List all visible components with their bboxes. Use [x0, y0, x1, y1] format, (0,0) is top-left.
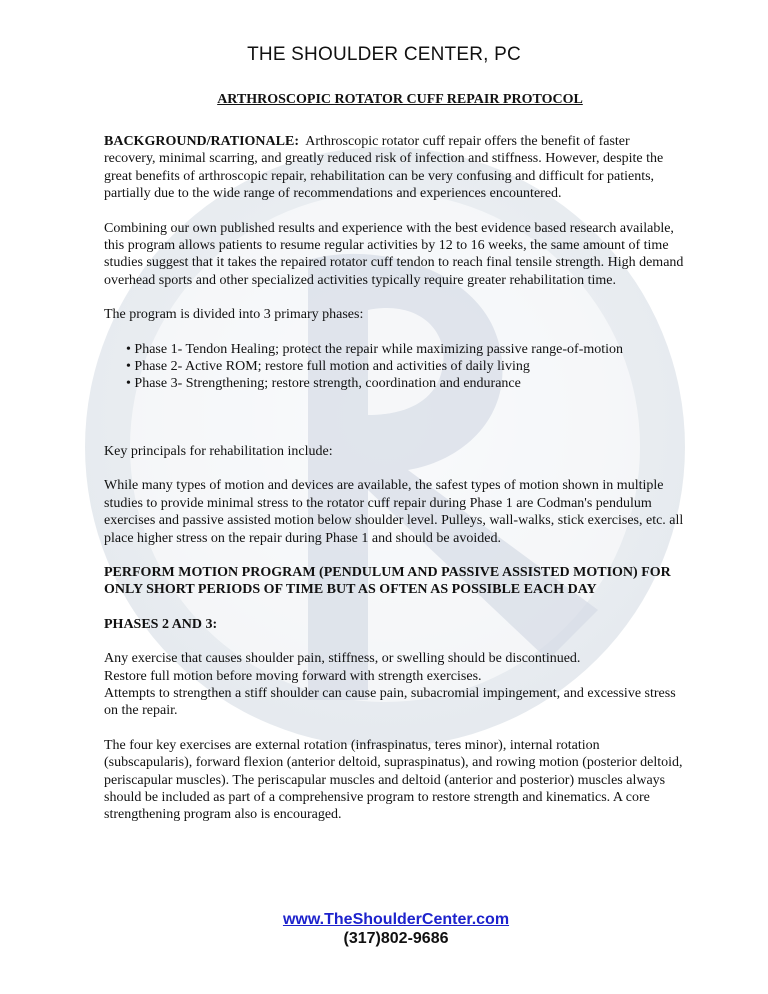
- phase-item-2: • Phase 2- Active ROM; restore full motion and activities of daily living: [126, 358, 684, 375]
- phase-item-3: • Phase 3- Strengthening; restore strength, coordination and endurance: [126, 375, 684, 392]
- guidance-line-2: Restore full motion before moving forward with strength exercises.: [104, 668, 482, 684]
- program-paragraph: Combining our own published results and experience with the best evidence based research available, this program allows patients to resume regular activities by 12 to 16 weeks, the same amount of time studies suggest that it takes the repaired rotator cuff tendon to reach final tensile strength. High demand overhead sports and other specialized activities typically require greater rehabilitation time.: [104, 220, 684, 288]
- document-body: [104, 133, 684, 841]
- website-link[interactable]: www.TheShoulderCenter.com: [282, 911, 510, 928]
- emphasis-notice: PERFORM MOTION PROGRAM (PENDULUM AND PASSIVE ASSISTED MOTION) FOR ONLY SHORT PERIODS OF TIME BUT AS OFTEN AS POSSIBLE EACH DAY: [104, 564, 671, 598]
- phases-list: [104, 341, 684, 393]
- background-label: BACKGROUND/RATIONALE:: [104, 134, 299, 149]
- protocol-title: ARTHROSCOPIC ROTATOR CUFF REPAIR PROTOCOL: [217, 92, 583, 107]
- phases-2-3-guidance: [104, 650, 684, 720]
- center-name: THE SHOULDER CENTER, PC: [247, 44, 521, 65]
- guidance-line-1: Any exercise that causes shoulder pain, stiffness, or swelling should be discontinued.: [104, 651, 581, 667]
- phone-number: (317)802-9686: [343, 930, 449, 947]
- phases-2-3-heading: PHASES 2 AND 3:: [104, 616, 218, 632]
- key-exercises-paragraph: The four key exercises are external rotation (infraspinatus, teres minor), internal rotation (subscapularis), forward flexion (anterior deltoid, supraspinatus), and rowing motion (posterior deltoid, periscapular muscles). The periscapular muscles and deltoid (anterior and posterior) muscles always should be included as part of a comprehensive program to restore strength and kinematics. A core strengthening program also is encouraged.: [104, 737, 683, 823]
- key-principals: Key principals for rehabilitation include:: [104, 443, 333, 459]
- phases-intro: The program is divided into 3 primary phases:: [104, 307, 364, 323]
- guidance-line-3: Attempts to strengthen a stiff shoulder can cause pain, subacromial impingement, and excessive stress on the repair.: [104, 685, 676, 719]
- background-text: Arthroscopic rotator cuff repair offers the benefit of faster recovery, minimal scarring, and greatly reduced risk of infection and stiffness. However, despite the great benefits of arthroscopic repair, rehabilitation can be very confusing and difficult for patients, partially due to the wide range of recommendations and experiences encountered.: [104, 134, 664, 202]
- motion-paragraph: While many types of motion and devices are available, the safest types of motion shown in multiple studies to provide minimal stress to the rotator cuff repair during Phase 1 are Codman's pendulum exercises and passive assisted motion below shoulder level. Pulleys, wall-walks, stick exercises, etc. all place higher stress on the repair during Phase 1 and should be avoided.: [104, 478, 684, 546]
- background-paragraph: [104, 133, 684, 203]
- footer: [0, 910, 768, 948]
- phase-item-1: • Phase 1- Tendon Healing; protect the repair while maximizing passive range-of-motion: [126, 341, 684, 358]
